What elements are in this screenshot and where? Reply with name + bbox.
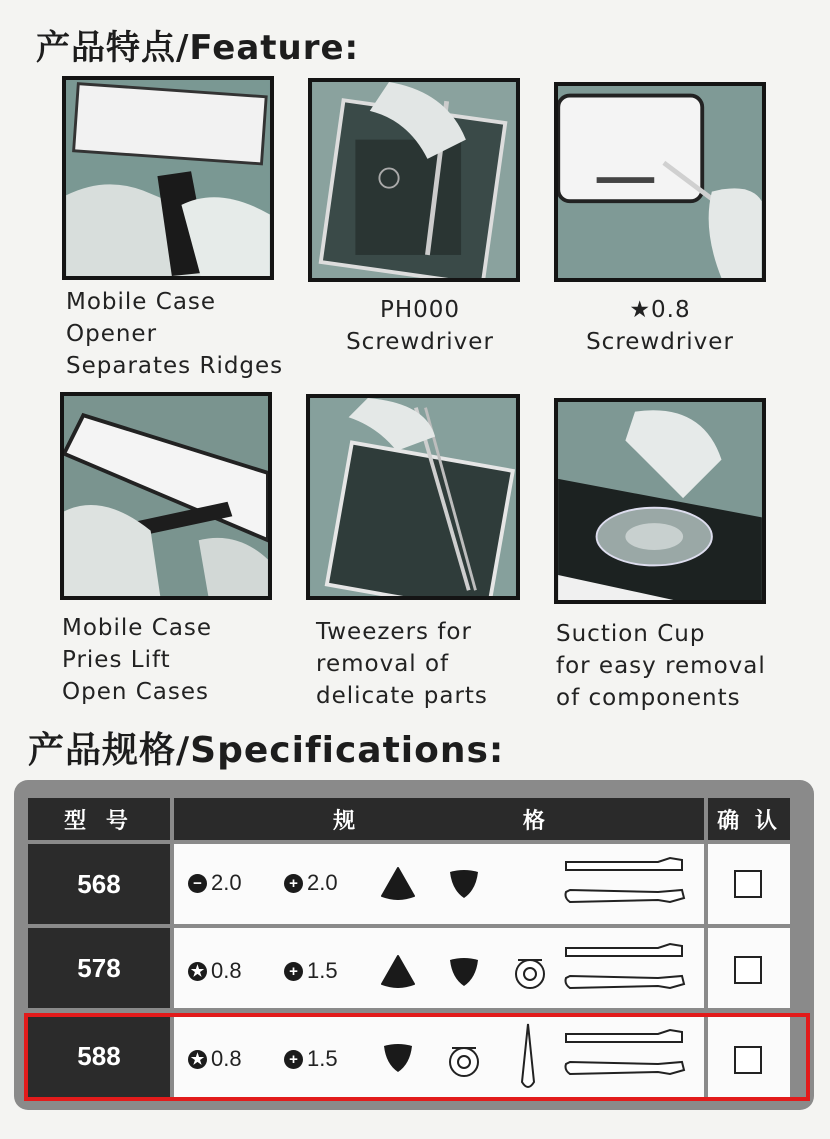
confirm-cell-588: [708, 1014, 790, 1098]
pry-bar-icon: [562, 856, 688, 916]
suction-cup-icon: [512, 954, 548, 990]
spec-row-588: [174, 1014, 704, 1098]
spec-row-578: [174, 928, 704, 1008]
confirm-checkbox-568[interactable]: [734, 870, 762, 898]
feature-caption-5: Tweezers for removal of delicate parts: [316, 619, 488, 709]
tweezers-image: [310, 398, 516, 596]
bit-flat: − 2.0: [188, 870, 242, 896]
model-578: 578: [28, 928, 170, 1008]
bit-star: ★ 0.8: [188, 958, 242, 984]
header-confirm: 确 认: [708, 798, 790, 840]
header-spec: 规 格: [174, 798, 704, 840]
feature-photo-case-opener: [62, 76, 274, 280]
confirm-cell-578: [708, 928, 790, 1008]
header-model: 型 号: [28, 798, 170, 840]
suction-cup-icon: [446, 1042, 482, 1078]
bit-phillips: + 1.5: [284, 958, 338, 984]
feature-caption-3: ★0.8 Screwdriver: [586, 297, 734, 355]
specs-title: 产品规格/Specifications:: [28, 730, 505, 771]
confirm-checkbox-588[interactable]: [734, 1046, 762, 1074]
flat-bit-icon: −: [188, 874, 207, 893]
shield-pick-icon: [382, 1042, 414, 1074]
ph000-image: [312, 82, 516, 278]
star-screwdriver-image: [558, 86, 762, 278]
confirm-cell-568: [708, 844, 790, 924]
phillips-bit-icon: +: [284, 962, 303, 981]
pry-bar-icon: [562, 1028, 688, 1088]
star-bit-icon: ★: [188, 962, 207, 981]
triangle-pick-icon: [380, 866, 416, 900]
feature-caption-6: Suction Cup for easy removal of components: [556, 621, 766, 711]
feature-photo-suction-cup: [554, 398, 766, 604]
star-bit-icon: ★: [188, 1050, 207, 1069]
feature-caption-4: Mobile Case Pries Lift Open Cases: [62, 615, 213, 705]
pry-bar-icon: [562, 942, 688, 1002]
bit-phillips: + 1.5: [284, 1046, 338, 1072]
spec-row-568: [174, 844, 704, 924]
feature-photo-pries-lift: [60, 392, 272, 600]
feature-caption-2: PH000 Screwdriver: [346, 297, 494, 355]
features-title: 产品特点/Feature:: [36, 28, 360, 68]
bit-phillips: + 2.0: [284, 870, 338, 896]
pries-lift-image: [64, 396, 268, 596]
shield-pick-icon: [448, 868, 480, 900]
suction-cup-image: [558, 402, 762, 600]
feature-caption-1: Mobile Case Opener Separates Ridges: [66, 289, 284, 379]
feature-photo-tweezers: [306, 394, 520, 600]
confirm-checkbox-578[interactable]: [734, 956, 762, 984]
tweezers-icon: [516, 1022, 540, 1094]
model-568: 568: [28, 844, 170, 924]
model-588: 588: [28, 1014, 170, 1098]
case-opener-image: [66, 80, 270, 276]
phillips-bit-icon: +: [284, 874, 303, 893]
feature-photo-ph000: [308, 78, 520, 282]
triangle-pick-icon: [380, 954, 416, 988]
feature-photo-star-screwdriver: [554, 82, 766, 282]
shield-pick-icon: [448, 956, 480, 988]
phillips-bit-icon: +: [284, 1050, 303, 1069]
bit-star: ★ 0.8: [188, 1046, 242, 1072]
